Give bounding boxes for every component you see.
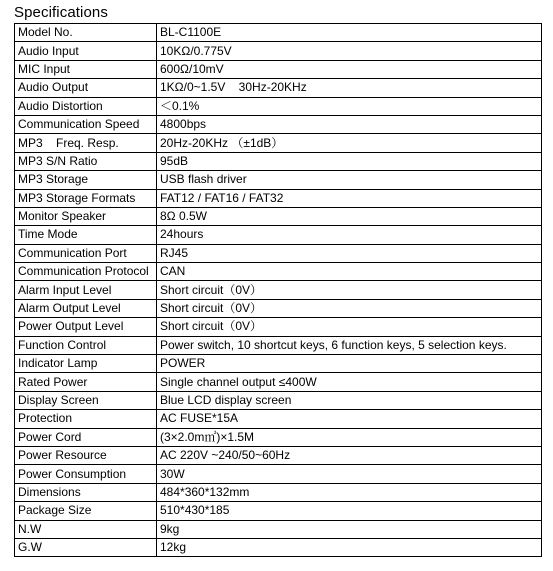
spec-label: Monitor Speaker (15, 207, 157, 225)
spec-label: Audio Output (15, 79, 157, 97)
spec-label: Indicator Lamp (15, 355, 157, 373)
table-row (15, 226, 542, 244)
table-row (15, 60, 542, 78)
spec-label: Communication Protocol (15, 263, 157, 281)
spec-label: Rated Power (15, 373, 157, 391)
spec-value: CAN (157, 263, 542, 281)
spec-value: Single channel output ≤400W (157, 373, 542, 391)
spec-label: Alarm Input Level (15, 281, 157, 299)
table-row (15, 244, 542, 262)
spec-label: Display Screen (15, 391, 157, 409)
table-row (15, 152, 542, 170)
spec-value: RJ45 (157, 244, 542, 262)
spec-value: 1KΩ/0~1.5V 30Hz-20KHz (157, 79, 542, 97)
spec-value: AC FUSE*15A (157, 410, 542, 428)
spec-label: Power Consumption (15, 465, 157, 483)
spec-value: USB flash driver (157, 171, 542, 189)
spec-value: Power switch, 10 shortcut keys, 6 function keys, 5 selection keys. (157, 336, 542, 354)
table-row (15, 115, 542, 133)
table-row (15, 207, 542, 225)
spec-value: 8Ω 0.5W (157, 207, 542, 225)
table-row (15, 263, 542, 281)
table-row (15, 483, 542, 501)
spec-value: 600Ω/10mV (157, 60, 542, 78)
table-row (15, 189, 542, 207)
table-row (15, 391, 542, 409)
spec-value: 20Hz-20KHz （±1dB） (157, 134, 542, 152)
table-row (15, 410, 542, 428)
spec-label: Model No. (15, 24, 157, 42)
table-row (15, 97, 542, 115)
spec-value: 95dB (157, 152, 542, 170)
spec-value: AC 220V ~240/50~60Hz (157, 446, 542, 464)
spec-label: Power Output Level (15, 318, 157, 336)
table-row (15, 24, 542, 42)
table-row (15, 79, 542, 97)
spec-label: Alarm Output Level (15, 299, 157, 317)
spec-label: Communication Speed (15, 115, 157, 133)
spec-label: N.W (15, 520, 157, 538)
spec-value: POWER (157, 355, 542, 373)
spec-value: Short circuit（0V） (157, 281, 542, 299)
spec-label: Protection (15, 410, 157, 428)
table-row (15, 520, 542, 538)
table-row (15, 171, 542, 189)
spec-value: 4800bps (157, 115, 542, 133)
table-row (15, 281, 542, 299)
spec-label: MP3 Storage Formats (15, 189, 157, 207)
specifications-table (14, 23, 542, 557)
spec-value: 12kg (157, 538, 542, 556)
table-row (15, 299, 542, 317)
table-row (15, 373, 542, 391)
spec-label: Package Size (15, 502, 157, 520)
spec-value: 30W (157, 465, 542, 483)
table-row (15, 42, 542, 60)
table-row (15, 134, 542, 152)
spec-value: 9kg (157, 520, 542, 538)
spec-value: 510*430*185 (157, 502, 542, 520)
spec-label: MP3 Storage (15, 171, 157, 189)
spec-value: 24hours (157, 226, 542, 244)
table-row (15, 446, 542, 464)
page-title: Specifications (14, 4, 108, 21)
spec-label: Time Mode (15, 226, 157, 244)
spec-label: G.W (15, 538, 157, 556)
spec-value: 10KΩ/0.775V (157, 42, 542, 60)
spec-value: Short circuit（0V） (157, 299, 542, 317)
spec-value: (3×2.0m㎡)×1.5M (157, 428, 542, 446)
spec-label: Power Cord (15, 428, 157, 446)
spec-label: Communication Port (15, 244, 157, 262)
spec-value: BL-C1100E (157, 24, 542, 42)
specifications-table-body (15, 24, 542, 557)
spec-label: Function Control (15, 336, 157, 354)
spec-value: Short circuit（0V） (157, 318, 542, 336)
spec-label: Audio Distortion (15, 97, 157, 115)
table-row (15, 465, 542, 483)
table-row (15, 355, 542, 373)
table-row (15, 318, 542, 336)
spec-value: Blue LCD display screen (157, 391, 542, 409)
spec-label: Power Resource (15, 446, 157, 464)
spec-label: MIC Input (15, 60, 157, 78)
spec-value: 484*360*132mm (157, 483, 542, 501)
table-row (15, 502, 542, 520)
spec-label: Audio Input (15, 42, 157, 60)
spec-label: MP3 S/N Ratio (15, 152, 157, 170)
spec-label: MP3 Freq. Resp. (15, 134, 157, 152)
table-row (15, 538, 542, 556)
table-row (15, 336, 542, 354)
spec-value: ＜0.1% (157, 97, 542, 115)
spec-value: FAT12 / FAT16 / FAT32 (157, 189, 542, 207)
spec-label: Dimensions (15, 483, 157, 501)
table-row (15, 428, 542, 446)
